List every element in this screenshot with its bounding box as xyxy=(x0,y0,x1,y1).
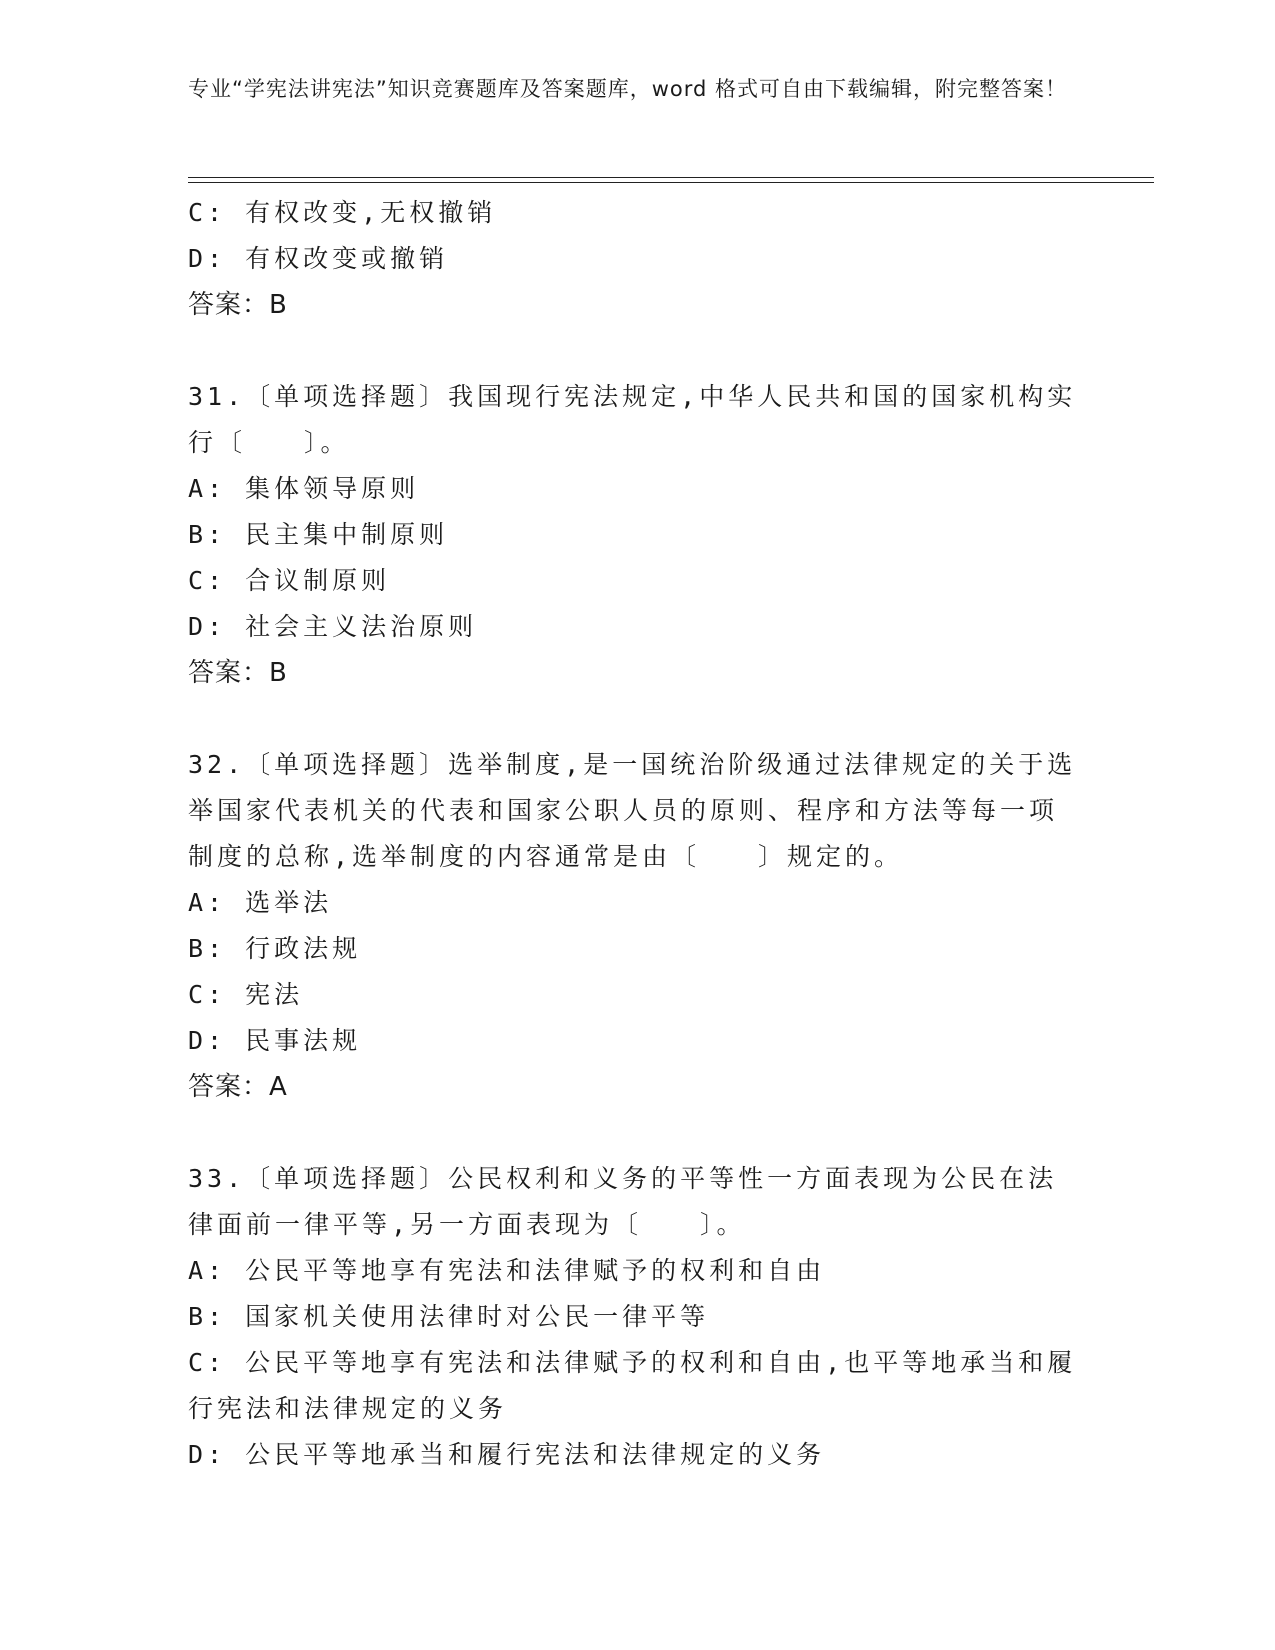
question-32 xyxy=(188,742,1088,1110)
option-c: C: 宪法 xyxy=(188,980,304,1009)
option-b: B: 行政法规 xyxy=(188,934,362,963)
header-rule-bottom xyxy=(188,182,1154,183)
option-a: A: 公民平等地享有宪法和法律赋予的权利和自由 xyxy=(188,1256,826,1285)
option-d: D: 有权改变或撤销 xyxy=(188,244,449,273)
option-d: D: 公民平等地承当和履行宪法和法律规定的义务 xyxy=(188,1440,826,1469)
question-33 xyxy=(188,1156,1088,1478)
option-d: D: 民事法规 xyxy=(188,1026,362,1055)
question-stem: 32.〔单项选择题〕选举制度,是一国统治阶级通过法律规定的关于选举国家代表机关的代表和国家公职人员的原则、程序和方法等每一项制度的总称,选举制度的内容通常是由〔 〕规定的。 xyxy=(188,750,1077,871)
page-header: 专业“学宪法讲宪法”知识竞赛题库及答案题库，word 格式可自由下载编辑，附完整答案！ xyxy=(188,77,1068,101)
option-b: B: 民主集中制原则 xyxy=(188,520,449,549)
answer-line: 答案：B xyxy=(188,658,288,688)
option-d: D: 社会主义法治原则 xyxy=(188,612,478,641)
option-a: A: 选举法 xyxy=(188,888,333,917)
option-c: C: 有权改变,无权撤销 xyxy=(188,198,497,227)
question-31 xyxy=(188,374,1088,696)
option-b: B: 国家机关使用法律时对公民一律平等 xyxy=(188,1302,710,1331)
answer-line: 答案：B xyxy=(188,290,288,320)
header-rule-top xyxy=(188,177,1154,178)
option-a: A: 集体领导原则 xyxy=(188,474,420,503)
answer-line: 答案：A xyxy=(188,1072,288,1102)
option-c: C: 合议制原则 xyxy=(188,566,391,595)
question-stem: 33.〔单项选择题〕公民权利和义务的平等性一方面表现为公民在法律面前一律平等,另一方面表现为〔 〕。 xyxy=(188,1164,1058,1239)
document-body xyxy=(188,190,1088,1478)
question-stem: 31.〔单项选择题〕我国现行宪法规定,中华人民共和国的国家机构实行〔 〕。 xyxy=(188,382,1077,457)
option-c: C: 公民平等地享有宪法和法律赋予的权利和自由,也平等地承当和履行宪法和法律规定的义务 xyxy=(188,1348,1077,1423)
